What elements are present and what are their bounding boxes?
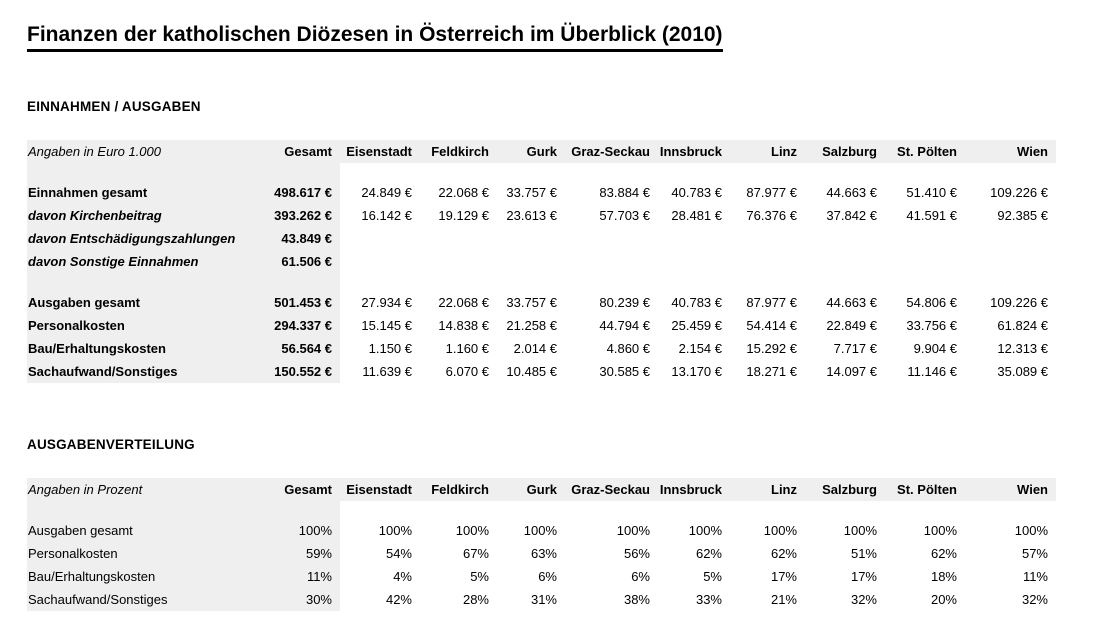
cell-gurk [497,163,565,181]
cell-linz [730,227,805,250]
cell-salzburg [805,273,885,291]
cell-wien: 35.089 € [997,364,1048,380]
cell-gurk: 100% [523,523,557,539]
cell-salzburg: 44.663 € [826,295,877,311]
column-header-st-poelten: St. Pölten [885,140,965,163]
section-einnahmen-ausgaben [27,99,1087,383]
row-label [27,273,240,291]
cell-gesamt [240,273,340,291]
row-label: Sachaufwand/Sonstiges [27,588,240,611]
cell-linz: 17% [770,569,797,585]
table-row [27,273,1056,291]
cell-feldkirch: 22.068 € [438,185,489,201]
column-header-feldkirch: Feldkirch [420,478,497,501]
cell-graz-seckau: 44.794 € [599,318,650,334]
cell-gesamt: 56.564 € [240,337,340,360]
cell-feldkirch: 1.160 € [445,341,489,357]
column-header-graz-seckau: Graz-Seckau [565,478,658,501]
cell-gurk [497,227,565,250]
cell-graz-seckau [565,250,658,273]
cell-st-poelten: 18% [930,569,957,585]
row-label [27,501,240,519]
column-header-eisenstadt: Eisenstadt [340,478,420,501]
column-header-linz: Linz [730,140,805,163]
cell-gurk: 10.485 € [506,364,557,380]
table-row [27,519,1056,542]
cell-wien: 92.385 € [997,208,1048,224]
table-row [27,360,1056,383]
cell-linz [730,501,805,519]
cell-innsbruck [658,227,730,250]
table-row [27,291,1056,314]
cell-linz: 100% [763,523,797,539]
cell-linz [730,273,805,291]
table-row [27,565,1056,588]
cell-st-poelten [885,273,965,291]
cell-feldkirch [420,273,497,291]
cell-eisenstadt [340,163,420,181]
cell-innsbruck: 40.783 € [671,185,722,201]
cell-wien [965,163,1056,181]
cell-st-poelten [885,250,965,273]
cell-st-poelten: 62% [930,546,957,562]
column-header-linz: Linz [730,478,805,501]
cell-gurk [497,501,565,519]
cell-gurk: 6% [538,569,557,585]
cell-innsbruck: 2.154 € [678,341,722,357]
cell-innsbruck: 62% [695,546,722,562]
column-header-gurk: Gurk [497,140,565,163]
cell-st-poelten: 20% [930,592,957,608]
cell-wien [965,250,1056,273]
cell-eisenstadt: 27.934 € [361,295,412,311]
cell-eisenstadt: 42% [385,592,412,608]
cell-wien [965,501,1056,519]
cell-st-poelten [885,501,965,519]
column-header-wien: Wien [965,478,1056,501]
cell-innsbruck: 33% [695,592,722,608]
table-body [27,163,1056,383]
cell-linz [730,250,805,273]
cell-linz [730,163,805,181]
cell-innsbruck: 13.170 € [671,364,722,380]
cell-eisenstadt: 54% [385,546,412,562]
cell-salzburg [805,501,885,519]
column-header-gesamt: Gesamt [240,478,340,501]
cell-graz-seckau: 80.239 € [599,295,650,311]
cell-gesamt: 61.506 € [240,250,340,273]
cell-eisenstadt: 4% [393,569,412,585]
cell-wien: 109.226 € [990,295,1048,311]
row-label: Personalkosten [27,542,240,565]
cell-gesamt: 59% [240,542,340,565]
cell-feldkirch: 5% [470,569,489,585]
cell-innsbruck: 28.481 € [671,208,722,224]
cell-salzburg: 17% [850,569,877,585]
cell-innsbruck: 40.783 € [671,295,722,311]
cell-linz: 54.414 € [746,318,797,334]
row-label [27,163,240,181]
cell-eisenstadt [340,250,420,273]
cell-wien [965,227,1056,250]
row-label: Personalkosten [27,314,240,337]
cell-gurk [497,273,565,291]
cell-wien: 61.824 € [997,318,1048,334]
einnahmen-ausgaben-table [27,140,1056,383]
cell-feldkirch: 14.838 € [438,318,489,334]
row-label: Ausgaben gesamt [27,291,240,314]
table-header-row [27,140,1056,163]
row-label: davon Kirchenbeitrag [27,204,240,227]
cell-feldkirch [420,227,497,250]
cell-st-poelten [885,163,965,181]
cell-salzburg: 37.842 € [826,208,877,224]
cell-gesamt: 43.849 € [240,227,340,250]
cell-feldkirch [420,163,497,181]
cell-innsbruck: 5% [703,569,722,585]
cell-feldkirch: 67% [462,546,489,562]
cell-linz: 18.271 € [746,364,797,380]
table-row [27,227,1056,250]
cell-innsbruck [658,273,730,291]
cell-eisenstadt [340,227,420,250]
cell-wien: 100% [1014,523,1048,539]
row-label: davon Sonstige Einnahmen [27,250,240,273]
column-header-salzburg: Salzburg [805,140,885,163]
cell-salzburg: 14.097 € [826,364,877,380]
cell-linz: 76.376 € [746,208,797,224]
cell-graz-seckau: 4.860 € [606,341,650,357]
cell-graz-seckau [565,227,658,250]
cell-gurk: 33.757 € [506,295,557,311]
cell-gurk: 33.757 € [506,185,557,201]
row-label: Einnahmen gesamt [27,181,240,204]
table-row [27,204,1056,227]
cell-linz: 87.977 € [746,295,797,311]
cell-gurk: 2.014 € [513,341,557,357]
cell-st-poelten: 51.410 € [906,185,957,201]
table-row [27,542,1056,565]
cell-eisenstadt [340,273,420,291]
cell-st-poelten: 33.756 € [906,318,957,334]
cell-wien: 32% [1021,592,1048,608]
row-label: Bau/Erhaltungskosten [27,565,240,588]
table-row [27,501,1056,519]
cell-graz-seckau [565,273,658,291]
column-header-feldkirch: Feldkirch [420,140,497,163]
cell-feldkirch [420,501,497,519]
cell-eisenstadt: 1.150 € [368,341,412,357]
row-label: Bau/Erhaltungskosten [27,337,240,360]
column-header-wien: Wien [965,140,1056,163]
cell-gesamt: 100% [240,519,340,542]
cell-eisenstadt: 15.145 € [361,318,412,334]
cell-eisenstadt: 11.639 € [362,364,412,380]
cell-salzburg: 32% [850,592,877,608]
cell-gesamt: 501.453 € [240,291,340,314]
column-header-innsbruck: Innsbruck [658,140,730,163]
cell-innsbruck: 25.459 € [671,318,722,334]
cell-wien [965,273,1056,291]
cell-st-poelten [885,227,965,250]
unit-label-prozent: Angaben in Prozent [27,478,240,501]
cell-eisenstadt [340,501,420,519]
cell-wien: 57% [1021,546,1048,562]
cell-gesamt: 294.337 € [240,314,340,337]
cell-graz-seckau: 56% [623,546,650,562]
table-row [27,314,1056,337]
cell-linz: 87.977 € [746,185,797,201]
cell-salzburg [805,250,885,273]
table-header-row [27,478,1056,501]
ausgabenverteilung-table [27,478,1056,611]
cell-graz-seckau [565,163,658,181]
cell-st-poelten: 9.904 € [913,341,957,357]
cell-feldkirch: 22.068 € [438,295,489,311]
cell-linz: 15.292 € [746,341,797,357]
cell-graz-seckau: 83.884 € [599,185,650,201]
cell-wien: 12.313 € [997,341,1048,357]
cell-feldkirch: 28% [462,592,489,608]
cell-gesamt [240,163,340,181]
cell-salzburg: 44.663 € [826,185,877,201]
column-header-salzburg: Salzburg [805,478,885,501]
cell-feldkirch: 19.129 € [438,208,489,224]
column-header-eisenstadt: Eisenstadt [340,140,420,163]
cell-graz-seckau: 38% [623,592,650,608]
table-row [27,163,1056,181]
section-ausgabenverteilung [27,437,1087,611]
cell-gurk: 31% [530,592,557,608]
cell-salzburg: 51% [850,546,877,562]
cell-wien: 11% [1022,569,1048,585]
cell-st-poelten: 54.806 € [906,295,957,311]
cell-gesamt: 393.262 € [240,204,340,227]
cell-salzburg: 22.849 € [826,318,877,334]
row-label: Sachaufwand/Sonstiges [27,360,240,383]
cell-graz-seckau: 57.703 € [599,208,650,224]
table-row [27,181,1056,204]
row-label: davon Entschädigungszahlungen [27,227,240,250]
cell-gesamt [240,501,340,519]
cell-salzburg: 100% [843,523,877,539]
column-header-st-poelten: St. Pölten [885,478,965,501]
cell-wien: 109.226 € [990,185,1048,201]
column-header-graz-seckau: Graz-Seckau [565,140,658,163]
column-header-innsbruck: Innsbruck [658,478,730,501]
cell-salzburg [805,163,885,181]
table-row [27,588,1056,611]
cell-gesamt: 30% [240,588,340,611]
table-row [27,337,1056,360]
cell-graz-seckau: 100% [616,523,650,539]
cell-linz: 62% [770,546,797,562]
cell-gurk: 23.613 € [506,208,557,224]
row-label: Ausgaben gesamt [27,519,240,542]
cell-graz-seckau [565,501,658,519]
cell-feldkirch [420,250,497,273]
cell-innsbruck [658,163,730,181]
cell-innsbruck: 100% [688,523,722,539]
cell-feldkirch: 100% [455,523,489,539]
cell-gesamt: 150.552 € [240,360,340,383]
cell-gurk: 63% [530,546,557,562]
cell-innsbruck [658,501,730,519]
cell-gesamt: 498.617 € [240,181,340,204]
cell-salzburg [805,227,885,250]
page-title: Finanzen der katholischen Diözesen in Österreich im Überblick (2010) [27,22,723,52]
cell-eisenstadt: 24.849 € [361,185,412,201]
cell-st-poelten: 41.591 € [906,208,957,224]
cell-graz-seckau: 6% [631,569,650,585]
cell-innsbruck [658,250,730,273]
cell-graz-seckau: 30.585 € [599,364,650,380]
cell-eisenstadt: 16.142 € [361,208,412,224]
cell-gurk [497,250,565,273]
section-heading-einnahmen-ausgaben: EINNAHMEN / AUSGABEN [27,99,201,115]
cell-gurk: 21.258 € [506,318,557,334]
cell-linz: 21% [770,592,797,608]
unit-label-euro: Angaben in Euro 1.000 [27,140,240,163]
cell-gesamt: 11% [240,565,340,588]
section-heading-ausgabenverteilung: AUSGABENVERTEILUNG [27,437,195,453]
column-header-gesamt: Gesamt [240,140,340,163]
column-header-gurk: Gurk [497,478,565,501]
table-body [27,501,1056,611]
cell-st-poelten: 100% [923,523,957,539]
cell-salzburg: 7.717 € [833,341,877,357]
table-row [27,250,1056,273]
cell-eisenstadt: 100% [378,523,412,539]
cell-st-poelten: 11.146 € [907,364,957,380]
cell-feldkirch: 6.070 € [445,364,489,380]
